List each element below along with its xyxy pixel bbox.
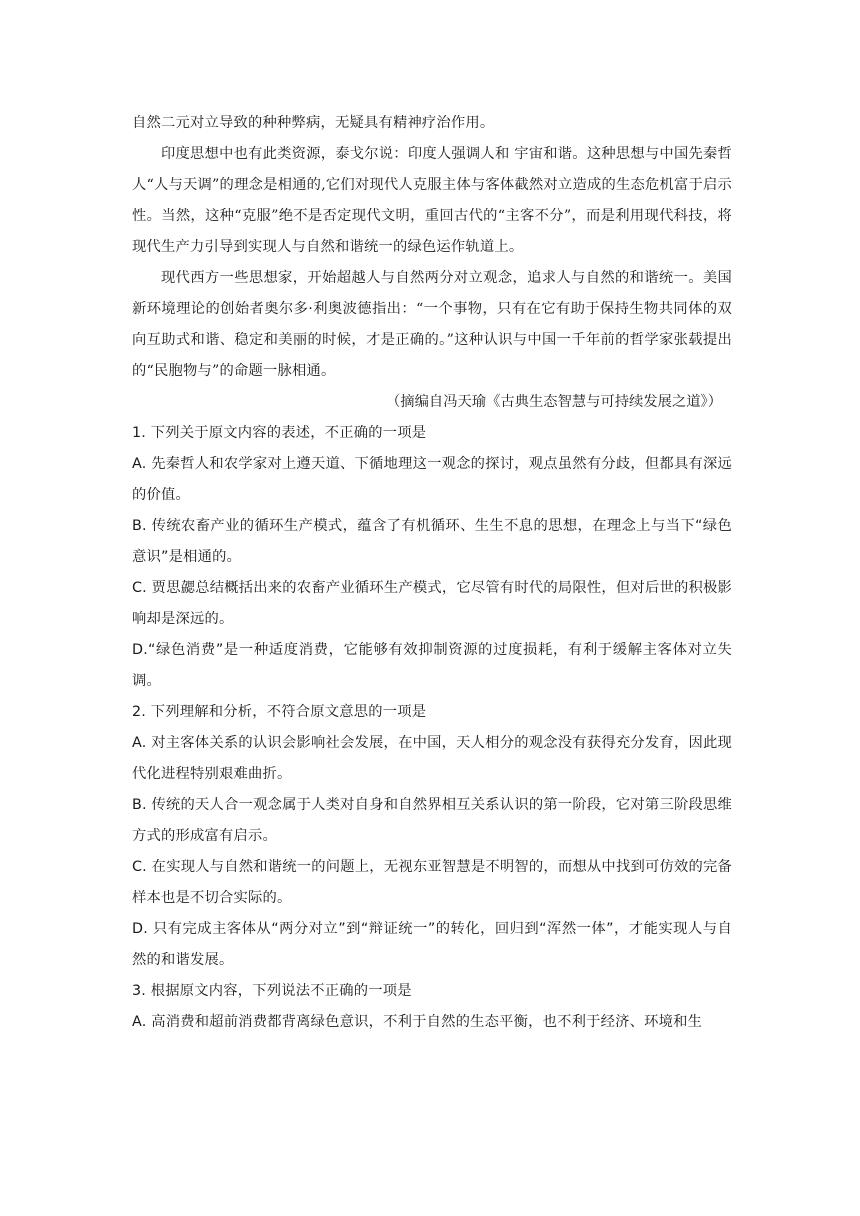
passage-paragraph-3: 现代西方一些思想家，开始超越人与自然两分对立观念，追求人与自然的和谐统一。美国新环境理论的创始者奥尔多·利奥波德指出：“一个事物，只有在它有助于保持生物共同体的双向互助式和谐、稳定和美丽的时候，才是正确的。”这种认识与中国一千年前的哲学家张载提出的“民胞物与”的命题一脉相通。 [132,270,732,379]
option-a: A. 对主客体关系的认识会影响社会发展，在中国，天人相分的观念没有获得充分发育，因此现代化进程特别艰难曲折。 [132,735,732,782]
question-stem: 2. 下列理解和分析，不符合原文意思的一项是 [132,704,427,720]
passage-paragraph-1: 自然二元对立导致的种种弊病，无疑具有精神疗治作用。 [132,115,495,131]
option-a: A. 高消费和超前消费都背离绿色意识，不利于自然的生态平衡，也不利于经济、环境和生 [132,1014,703,1030]
option-b: B. 传统农畜产业的循环生产模式，蕴含了有机循环、生生不息的思想，在理念上与当下“绿色意识”是相通的。 [132,518,732,565]
question-3 [132,976,732,1038]
option-d: D. 只有完成主客体从“两分对立”到“辩证统一”的转化，回归到“浑然一体”，才能实现人与自然的和谐发展。 [132,921,732,968]
passage-source: （摘编自冯天瑜《古典生态智慧与可持续发展之道》） [386,394,722,410]
option-c: C. 贾思勰总结概括出来的农畜产业循环生产模式，它尽管有时代的局限性，但对后世的积极影响却是深远的。 [132,580,732,627]
option-d: D.“绿色消费”是一种适度消费，它能够有效抑制资源的过度损耗，有利于缓解主客体对立失调。 [132,642,732,689]
option-a: A. 先秦哲人和农学家对上遵天道、下循地理这一观念的探讨，观点虽然有分歧，但都具有深远的价值。 [132,456,732,503]
option-c: C. 在实现人与自然和谐统一的问题上，无视东亚智慧是不明智的，而想从中找到可仿效的完备样本也是不切合实际的。 [132,859,732,906]
option-b: B. 传统的天人合一观念属于人类对自身和自然界相互关系认识的第一阶段，它对第三阶段思维方式的形成富有启示。 [132,797,732,844]
document-page [132,108,732,1038]
question-2 [132,697,732,976]
question-stem: 3. 根据原文内容，下列说法不正确的一项是 [132,983,412,999]
question-1 [132,418,732,697]
question-stem: 1. 下列关于原文内容的表述，不正确的一项是 [132,425,427,441]
passage-paragraph-2: 印度思想中也有此类资源，泰戈尔说：印度人强调人和 宇宙和谐。这种思想与中国先秦哲人“人与天调”的理念是相通的,它们对现代人克服主体与客体截然对立造成的生态危机富于启示性。当然，这种“克服”绝不是否定现代文明，重回古代的“主客不分”，而是利用现代科技，将现代生产力引导到实现人与自然和谐统一的绿色运作轨道上。 [132,146,732,255]
